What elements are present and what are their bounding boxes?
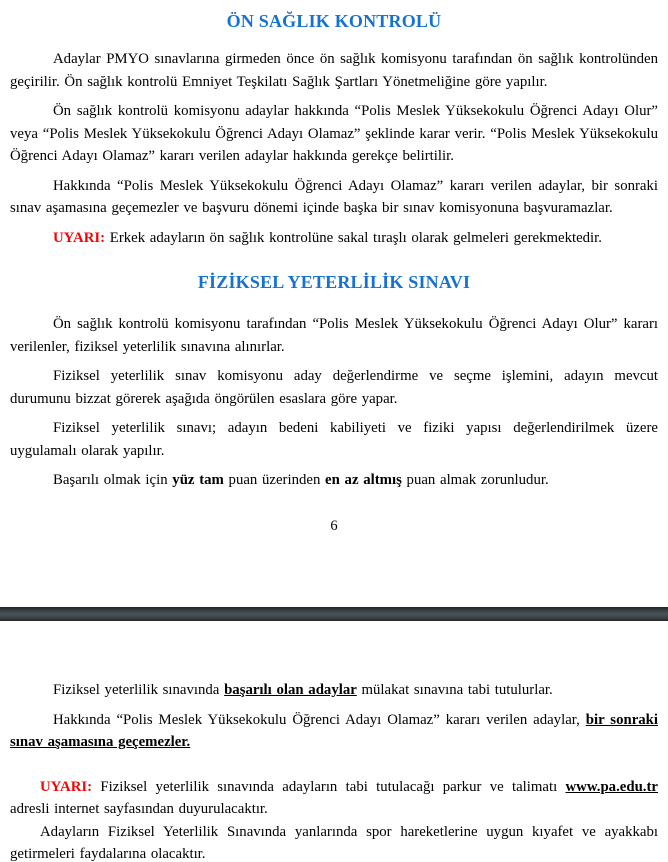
text-run: başarılı olan adaylar <box>224 682 357 698</box>
text-run: Adaylar PMYO sınavlarına girmeden önce ön sağlık komisyonu tarafından ön sağlık kontrolünden geçirilir. Ön sağlık kontrolü Emniyet Teşkilatı Sağlık Şartları Yönetmeliğine göre yapılır. <box>10 51 658 90</box>
warning-label: UYARI: <box>40 778 93 795</box>
para-commission-decision <box>10 100 658 168</box>
text-run: puan almak zorunludur. <box>401 472 549 488</box>
para-fys-passing-score <box>10 469 658 492</box>
text-run: bir sonraki sınav aşamasına geçemezler. <box>10 711 658 750</box>
text-run: Fiziksel yeterlilik sınavında adayların tabi tutulacağı parkur ve talimatı <box>92 778 566 795</box>
text-run: puan üzerinden <box>223 472 326 488</box>
section-title-on-saglik-kontrolu: ÖN SAĞLIK KONTROLÜ <box>226 11 442 31</box>
para-sport-outfit <box>10 821 658 862</box>
para-olamaz-no-next-stage <box>10 709 658 754</box>
section-title-fiziksel-yeterlilik: FİZİKSEL YETERLİLİK SINAVI <box>197 272 471 292</box>
text-run: adresli internet sayfasından duyurulacaktır. <box>10 801 268 817</box>
text-run: Fiziksel yeterlilik sınavı; adayın bedeni kabiliyeti ve fiziki yapısı değerlendirilmek üzere uygulamalı olarak yapılır. <box>10 420 658 459</box>
para-fys-admission <box>10 313 658 358</box>
text-run: Adayların Fiziksel Yeterlilik Sınavında yanlarında spor hareketlerine uygun kıyafet ve ayakkabı getirmeleri faydalarına olacaktır. <box>10 823 658 862</box>
para-olamaz-consequence <box>10 175 658 220</box>
para-warning-parkur <box>10 776 658 821</box>
para-fys-practical <box>10 417 658 462</box>
pa-edu-tr-link[interactable]: www.pa.edu.tr <box>565 778 658 795</box>
para-fys-success-interview <box>10 679 658 702</box>
page-number: 6 <box>330 517 338 534</box>
page-7 <box>0 621 668 862</box>
warning-label: UYARI: <box>53 229 106 246</box>
text-run: yüz tam <box>172 472 224 488</box>
text-run: Fiziksel yeterlilik sınav komisyonu aday değerlendirme ve seçme işlemini, adayın mevcut durumunu bizzat görerek aşağıda öngörülen esaslara göre yapar. <box>10 368 658 407</box>
text-run: Ön sağlık kontrolü komisyonu tarafından “Polis Meslek Yüksekokulu Öğrenci Adayı Olur” kararı verilenler, fiziksel yeterlilik sınavına alınırlar. <box>10 316 658 355</box>
text-run: Fiziksel yeterlilik sınavında <box>53 682 225 698</box>
para-fys-commission <box>10 365 658 410</box>
text-run: Erkek adayların ön sağlık kontrolüne sakal tıraşlı olarak gelmeleri gerekmektedir. <box>105 229 602 246</box>
para-warning-shave <box>10 227 658 250</box>
text-run: Hakkında “Polis Meslek Yüksekokulu Öğrenci Adayı Olamaz” kararı verilen adaylar, <box>53 711 586 728</box>
page-break-separator <box>0 607 668 621</box>
para-pre-health-intro <box>10 48 658 93</box>
text-run: Başarılı olmak için <box>53 472 173 488</box>
text-run: en az altmış <box>325 472 402 488</box>
text-run: Ön sağlık kontrolü komisyonu adaylar hakkında “Polis Meslek Yüksekokulu Öğrenci Adayı Olur” veya “Polis Meslek Yüksekokulu Öğrenci Adayı Olamaz” şeklinde karar verir. “Polis Meslek Yüksekokulu Öğrenci Adayı Olamaz” kararı verilen adaylar hakkında gerekçe belirtilir. <box>10 103 658 164</box>
text-run: mülakat sınavına tabi tutulurlar. <box>356 682 553 698</box>
text-run: Hakkında “Polis Meslek Yüksekokulu Öğrenci Adayı Olamaz” kararı verilen adaylar, bir sonraki sınav aşamasına geçemezler ve başvuru dönemi içinde başka bir sınav komisyonuna başvuramazlar. <box>10 177 658 216</box>
